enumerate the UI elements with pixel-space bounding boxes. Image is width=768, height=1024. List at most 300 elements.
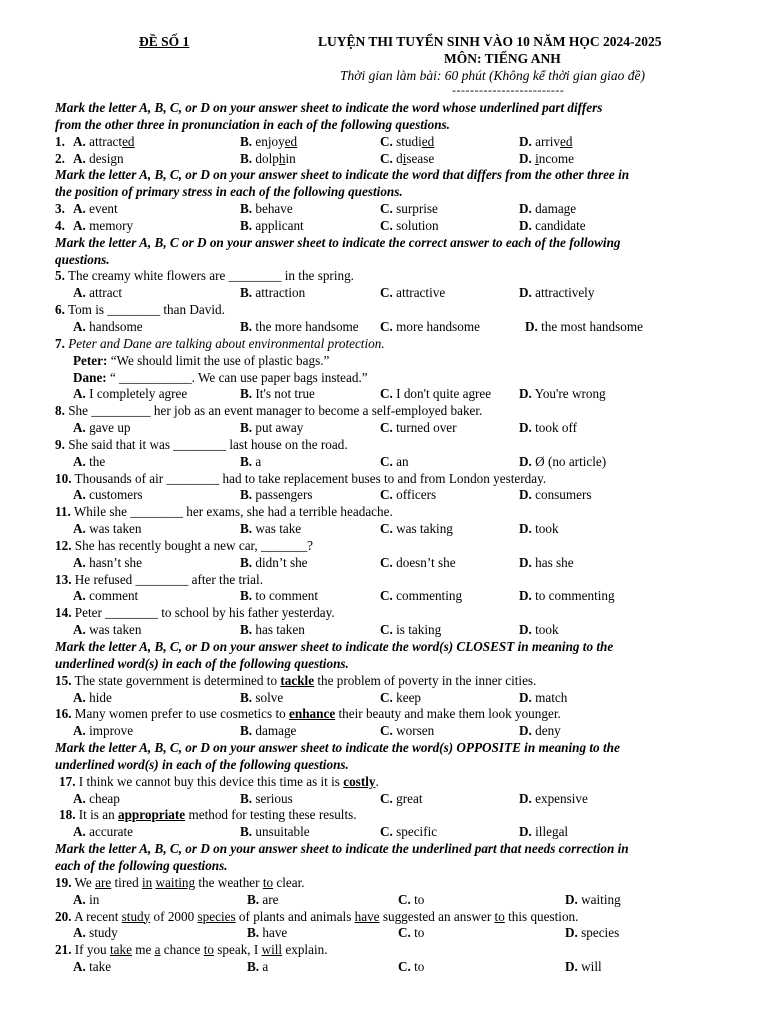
option-text: desi <box>89 150 111 166</box>
answer-option[interactable] <box>565 925 619 942</box>
option-letter: B. <box>240 588 253 604</box>
answer-option[interactable] <box>380 319 480 336</box>
option-text: to <box>414 891 425 907</box>
answer-option[interactable] <box>73 420 131 437</box>
option-letter: D. <box>519 201 532 217</box>
answer-option[interactable] <box>519 386 606 403</box>
question-stem <box>55 875 745 892</box>
question-number: 6. <box>55 302 65 318</box>
answer-option[interactable] <box>73 201 118 218</box>
question-number: 14. <box>55 605 72 621</box>
option-letter: A. <box>73 622 86 638</box>
answer-option[interactable] <box>519 588 615 605</box>
option-text: was taking <box>396 521 453 537</box>
answer-option[interactable] <box>240 487 313 504</box>
underlined-word: a <box>154 942 161 958</box>
answer-option[interactable] <box>73 824 133 841</box>
question-text: It is an <box>78 807 118 823</box>
option-letter: D. <box>519 521 532 537</box>
answer-option[interactable] <box>73 319 143 336</box>
option-text: a <box>262 959 269 975</box>
section-instruction: Mark the letter A, B, C or D on your answer sheet to indicate the correct answer to each of the following <box>55 234 621 250</box>
option-letter: C. <box>380 386 393 402</box>
question-stem <box>55 942 745 959</box>
option-text: great <box>396 790 423 806</box>
answer-option[interactable] <box>240 555 308 572</box>
answer-option[interactable] <box>240 622 305 639</box>
underlined-word: enhance <box>289 706 336 722</box>
option-letter: B. <box>240 386 253 402</box>
option-text: has taken <box>255 622 305 638</box>
option-letter: D. <box>519 588 532 604</box>
option-text: took <box>535 622 559 638</box>
answer-option[interactable] <box>73 386 187 403</box>
question-number: 19. <box>55 874 72 890</box>
question-stem <box>55 807 745 824</box>
answer-option[interactable] <box>380 521 453 538</box>
answer-option[interactable] <box>73 622 142 639</box>
answer-option[interactable] <box>380 454 409 471</box>
option-letter: A. <box>73 487 86 503</box>
option-letter: C. <box>380 521 393 537</box>
question-options <box>55 690 745 707</box>
answer-option[interactable] <box>240 723 296 740</box>
option-text: ncome <box>538 150 574 166</box>
dialogue-line <box>55 370 745 387</box>
answer-option[interactable] <box>519 791 588 808</box>
question-options <box>55 454 745 471</box>
answer-option[interactable] <box>525 319 643 336</box>
section-instruction: Mark the letter A, B, C, or D on your answer sheet to indicate the word whose underlined part differs <box>55 100 603 115</box>
question-text: the weather <box>195 874 263 890</box>
question-number: 13. <box>55 571 72 587</box>
answer-option[interactable] <box>240 151 296 168</box>
question-options <box>55 622 745 639</box>
answer-option[interactable] <box>240 285 305 302</box>
option-text: have <box>262 925 288 941</box>
answer-option[interactable] <box>73 134 135 151</box>
answer-option[interactable] <box>519 824 568 841</box>
option-underlined-part: ed <box>122 133 135 149</box>
option-text: dolp <box>255 150 279 166</box>
option-letter: D. <box>565 959 578 975</box>
answer-option[interactable] <box>73 521 142 538</box>
option-text: to comment <box>255 588 319 604</box>
option-text: take <box>89 959 112 975</box>
answer-option[interactable] <box>247 892 279 909</box>
answer-option[interactable] <box>240 690 283 707</box>
answer-option[interactable] <box>519 420 577 437</box>
option-letter: A. <box>73 925 86 941</box>
question-number: 3. <box>55 201 65 217</box>
exam-number: ĐỀ SỐ 1 <box>139 34 190 49</box>
underlined-word: to <box>262 874 274 890</box>
answer-option[interactable] <box>380 218 439 235</box>
answer-option[interactable] <box>380 134 434 151</box>
answer-option[interactable] <box>380 151 434 168</box>
option-letter: B. <box>240 453 253 469</box>
option-text: hide <box>89 689 112 705</box>
answer-option[interactable] <box>240 134 297 151</box>
option-text: handsome <box>89 318 143 334</box>
answer-option[interactable] <box>519 487 592 504</box>
question-stem <box>55 909 745 926</box>
answer-option[interactable] <box>73 151 124 168</box>
question-text: She said that it was ________ last house on the road. <box>68 436 348 452</box>
option-underlined-part: i <box>535 150 539 166</box>
option-letter: A. <box>73 201 86 217</box>
answer-option[interactable] <box>380 723 434 740</box>
option-letter: A. <box>73 689 86 705</box>
question-text: explain. <box>282 942 328 958</box>
question-text: I think we cannot buy this device this time as it is <box>78 773 344 789</box>
option-letter: D. <box>519 723 532 739</box>
question-text: Peter ________ to school by his father yesterday. <box>74 605 335 621</box>
answer-option[interactable] <box>73 690 112 707</box>
speaker: Peter: <box>73 352 108 368</box>
option-letter: D. <box>519 790 532 806</box>
answer-option[interactable] <box>240 218 304 235</box>
option-text: damage <box>535 201 577 217</box>
section-instruction: from the other three in pronunciation in each of the following questions. <box>55 116 450 132</box>
question-text: chance <box>160 942 204 958</box>
answer-option[interactable] <box>519 622 559 639</box>
option-text: I completely agree <box>89 386 188 402</box>
answer-option[interactable] <box>247 959 268 976</box>
option-underlined-part: ed <box>284 133 298 149</box>
option-letter: C. <box>380 689 393 705</box>
option-letter: C. <box>380 201 393 217</box>
option-letter: C. <box>380 588 393 604</box>
option-text: sease <box>406 150 435 166</box>
option-letter: A. <box>73 790 86 806</box>
answer-option[interactable] <box>240 319 359 336</box>
question-text: While she ________ her exams, she had a terrible headache. <box>73 504 393 520</box>
option-text: the most handsome <box>541 318 643 334</box>
option-text: keep <box>396 689 422 705</box>
question-stem <box>55 706 745 723</box>
question-options <box>55 521 745 538</box>
option-underlined-part: h <box>278 150 286 166</box>
exam-subject: MÔN: TIẾNG ANH <box>444 51 561 66</box>
answer-option[interactable] <box>380 555 456 572</box>
option-text: deny <box>535 723 561 739</box>
option-letter: D. <box>525 318 538 334</box>
option-text: applicant <box>255 217 304 233</box>
option-letter: B. <box>240 554 253 570</box>
underlined-word: study <box>121 908 151 924</box>
underlined-word: have <box>354 908 380 924</box>
option-text: improve <box>89 723 134 739</box>
option-text: is taking <box>396 622 442 638</box>
option-text: solve <box>255 689 284 705</box>
answer-option[interactable] <box>247 925 287 942</box>
answer-option[interactable] <box>519 201 576 218</box>
option-text: n <box>116 150 124 166</box>
answer-option[interactable] <box>519 218 586 235</box>
answer-option[interactable] <box>240 420 303 437</box>
question-options <box>55 386 745 403</box>
answer-option[interactable] <box>380 690 421 707</box>
option-letter: B. <box>240 420 253 436</box>
question-text: method for testing these results. <box>185 807 357 823</box>
exam-title: LUYỆN THI TUYỂN SINH VÀO 10 NĂM HỌC 2024-2025 <box>318 34 662 49</box>
option-letter: D. <box>519 386 532 402</box>
option-letter: B. <box>240 790 253 806</box>
option-underlined-part: ed <box>421 133 435 149</box>
question-stem <box>55 437 745 454</box>
exam-time: Thời gian làm bài: 60 phút (Không kể thời gian giao đề) <box>340 68 646 83</box>
option-text: are <box>262 891 279 907</box>
option-letter: D. <box>565 891 578 907</box>
option-text: memory <box>89 217 134 233</box>
option-letter: A. <box>73 891 86 907</box>
answer-option[interactable] <box>240 386 315 403</box>
option-text: gave up <box>89 420 131 436</box>
question-stem <box>55 572 745 589</box>
question-options <box>55 588 745 605</box>
option-letter: B. <box>240 133 253 149</box>
question-number: 2. <box>55 150 65 166</box>
option-text: put away <box>255 420 304 436</box>
question-stem <box>55 336 745 353</box>
dialogue-text: “We should limit the use of plastic bags.” <box>110 352 330 368</box>
answer-option[interactable] <box>380 420 457 437</box>
question-text: the problem of poverty in the inner cities. <box>314 672 537 688</box>
section-instruction: Mark the letter A, B, C, or D on your answer sheet to indicate the word that differs from the other three in <box>55 167 630 183</box>
option-text: accurate <box>89 824 134 840</box>
option-text: the <box>89 453 106 469</box>
option-text: attractively <box>535 285 595 301</box>
option-text: attract <box>89 133 123 149</box>
underlined-word: to <box>494 908 505 924</box>
option-letter: B. <box>247 891 260 907</box>
option-underlined-part: g <box>110 150 117 166</box>
question-number: 9. <box>55 436 65 452</box>
answer-option[interactable] <box>240 588 318 605</box>
answer-option[interactable] <box>73 285 122 302</box>
option-text: attractive <box>396 285 446 301</box>
option-letter: D. <box>519 150 532 166</box>
answer-option[interactable] <box>519 151 574 168</box>
question-text: suggested an answer <box>379 908 495 924</box>
question-number: 4. <box>55 217 65 233</box>
option-text: commenting <box>396 588 463 604</box>
question-number: 18. <box>59 807 76 823</box>
section-instruction: Mark the letter A, B, C, or D on your answer sheet to indicate the underlined part that needs correction in <box>55 841 629 857</box>
option-text: in <box>285 150 296 166</box>
option-text: doesn’t she <box>396 554 456 570</box>
question-text: their beauty and make them look younger. <box>335 706 561 722</box>
option-text: worsen <box>396 723 435 739</box>
answer-option[interactable] <box>380 487 436 504</box>
option-text: cheap <box>89 790 120 806</box>
question-text: this question. <box>504 908 579 924</box>
option-letter: B. <box>240 824 253 840</box>
answer-option[interactable] <box>380 791 422 808</box>
question-number: 7. <box>55 335 65 351</box>
answer-option[interactable] <box>380 622 441 639</box>
answer-option[interactable] <box>380 588 462 605</box>
option-letter: A. <box>73 588 86 604</box>
option-letter: A. <box>73 723 86 739</box>
question-number: 8. <box>55 403 65 419</box>
option-text: was take <box>255 521 302 537</box>
option-text: arriv <box>535 133 561 149</box>
answer-option[interactable] <box>565 959 602 976</box>
answer-option[interactable] <box>380 201 438 218</box>
option-text: damage <box>255 723 297 739</box>
question-number: 11. <box>55 504 71 520</box>
question-options <box>55 420 745 437</box>
option-text: turned over <box>396 420 457 436</box>
speaker: Dane: <box>73 369 107 385</box>
option-letter: D. <box>519 554 532 570</box>
option-text: study <box>89 925 118 941</box>
option-text: an <box>396 453 409 469</box>
underlined-word: species <box>197 908 236 924</box>
option-letter: C. <box>380 150 393 166</box>
question-text: . <box>375 773 379 789</box>
question-text: me <box>131 942 155 958</box>
option-letter: B. <box>240 201 253 217</box>
option-text: illegal <box>535 824 569 840</box>
option-letter: D. <box>519 285 532 301</box>
answer-option[interactable] <box>380 285 445 302</box>
option-text: waiting <box>581 891 621 907</box>
question-text: Peter and Dane are talking about environmental protection. <box>68 335 385 351</box>
question-stem <box>55 504 745 521</box>
option-letter: A. <box>73 554 86 570</box>
option-text: solution <box>396 217 439 233</box>
option-text: attraction <box>255 285 306 301</box>
question-number: 12. <box>55 537 72 553</box>
option-text: will <box>581 959 602 975</box>
question-row <box>55 134 745 151</box>
underlined-word: will <box>261 942 283 958</box>
option-text: behave <box>255 201 293 217</box>
answer-option[interactable] <box>398 892 424 909</box>
answer-option[interactable] <box>73 588 138 605</box>
answer-option[interactable] <box>73 892 99 909</box>
question-stem <box>55 302 745 319</box>
answer-option[interactable] <box>519 723 561 740</box>
answer-option[interactable] <box>73 925 118 942</box>
option-letter: B. <box>247 925 260 941</box>
option-text: enjoy <box>255 133 285 149</box>
question-text: We <box>74 874 96 890</box>
question-options <box>55 319 745 336</box>
question-text: speak, I <box>213 942 262 958</box>
question-row <box>55 151 745 168</box>
question-options <box>55 285 745 302</box>
dialogue-text: “ ___________. We can use paper bags instead.” <box>110 369 368 385</box>
answer-option[interactable] <box>240 791 293 808</box>
option-letter: C. <box>380 420 393 436</box>
option-letter: C. <box>398 925 411 941</box>
exam-content <box>55 100 745 976</box>
answer-option[interactable] <box>398 959 424 976</box>
question-row <box>55 201 745 218</box>
underlined-word: tackle <box>280 672 315 688</box>
answer-option[interactable] <box>519 285 594 302</box>
answer-option[interactable] <box>398 925 424 942</box>
option-letter: B. <box>240 689 253 705</box>
answer-option[interactable] <box>380 386 491 403</box>
answer-option[interactable] <box>240 454 261 471</box>
option-letter: D. <box>519 453 532 469</box>
option-text: expensive <box>535 790 588 806</box>
answer-option[interactable] <box>73 959 111 976</box>
answer-option[interactable] <box>73 791 120 808</box>
question-stem <box>55 403 745 420</box>
question-options <box>55 555 745 572</box>
question-number: 15. <box>55 672 72 688</box>
answer-option[interactable] <box>519 555 574 572</box>
answer-option[interactable] <box>380 824 437 841</box>
question-text: She has recently bought a new car, _______? <box>74 537 314 553</box>
option-letter: B. <box>240 285 253 301</box>
option-letter: D. <box>565 925 578 941</box>
option-letter: A. <box>73 386 86 402</box>
option-underlined-part: ed <box>560 133 573 149</box>
option-text: specific <box>396 824 438 840</box>
question-number: 5. <box>55 268 65 284</box>
question-text: The creamy white flowers are ________ in the spring. <box>67 268 354 284</box>
answer-option[interactable] <box>519 521 559 538</box>
question-text: Tom is ________ than David. <box>67 302 225 318</box>
option-letter: B. <box>240 723 253 739</box>
option-text: candidate <box>535 217 586 233</box>
answer-option[interactable] <box>519 454 606 471</box>
answer-option[interactable] <box>519 690 567 707</box>
question-text: Many women prefer to use cosmetics to <box>74 706 290 722</box>
answer-option[interactable] <box>565 892 621 909</box>
option-letter: B. <box>240 521 253 537</box>
question-number: 20. <box>55 908 72 924</box>
section-instruction: questions. <box>55 251 110 267</box>
option-letter: C. <box>380 487 393 503</box>
option-text: took <box>535 521 559 537</box>
answer-option[interactable] <box>240 201 293 218</box>
option-letter: C. <box>380 133 393 149</box>
answer-option[interactable] <box>73 218 133 235</box>
option-text: match <box>535 689 568 705</box>
option-text: You're wrong <box>534 386 606 402</box>
answer-option[interactable] <box>519 134 572 151</box>
question-text: If you <box>74 942 110 958</box>
option-underlined-part: i <box>402 150 407 166</box>
answer-option[interactable] <box>73 555 142 572</box>
answer-option[interactable] <box>240 824 310 841</box>
answer-option[interactable] <box>73 454 105 471</box>
question-stem <box>55 268 745 285</box>
option-letter: B. <box>240 318 253 334</box>
option-text: studi <box>396 133 422 149</box>
answer-option[interactable] <box>73 487 143 504</box>
option-letter: C. <box>398 891 411 907</box>
option-letter: B. <box>240 487 253 503</box>
answer-option[interactable] <box>240 521 301 538</box>
question-options <box>55 723 745 740</box>
option-text: in <box>89 891 100 907</box>
option-letter: C. <box>380 790 393 806</box>
question-text: The state government is determined to <box>74 672 281 688</box>
question-stem <box>55 673 745 690</box>
question-text: tired <box>111 874 142 890</box>
answer-option[interactable] <box>73 723 133 740</box>
option-letter: C. <box>380 453 393 469</box>
